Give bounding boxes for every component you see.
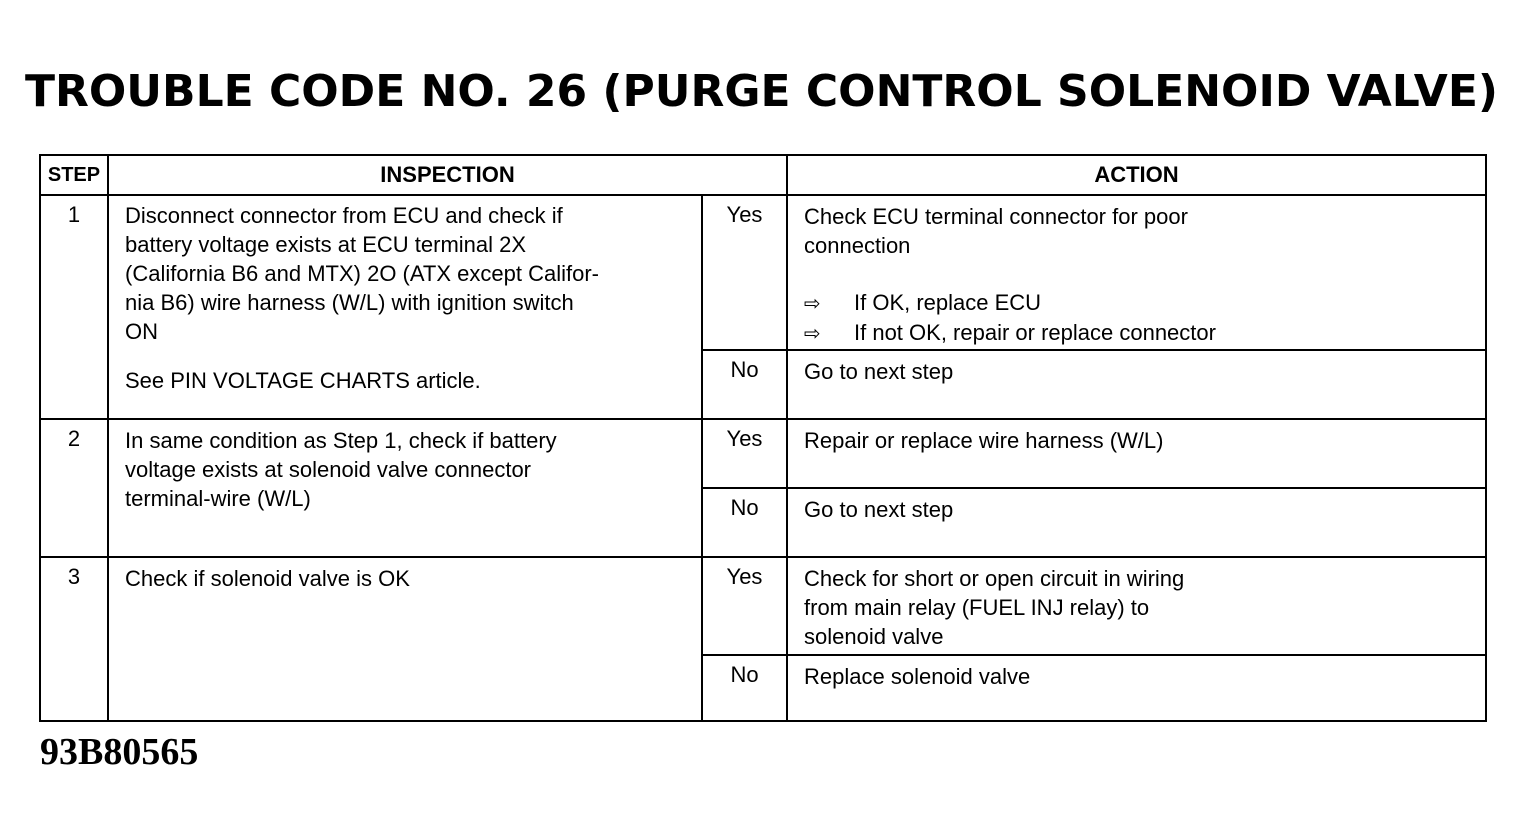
step-number: 1: [67, 202, 81, 227]
no-action-cell: [787, 350, 1486, 419]
action-line: solenoid valve: [804, 624, 944, 649]
yes-label: Yes: [726, 202, 763, 227]
yes-cell: [702, 419, 787, 488]
inspection-line: ON: [125, 319, 158, 344]
no-cell: [702, 350, 787, 419]
header-step: STEP: [40, 155, 108, 195]
action-line: Go to next step: [804, 497, 954, 522]
page-title: TROUBLE CODE NO. 26 (PURGE CONTROL SOLENOID VALVE): [25, 66, 1498, 117]
inspection-line: voltage exists at solenoid valve connector: [125, 457, 532, 482]
yes-action-cell: [787, 195, 1486, 350]
inspection-cell: [108, 419, 702, 557]
action-bullet: [804, 318, 1469, 348]
table-header-row: [40, 155, 1486, 195]
inspection-line: Check if solenoid valve is OK: [125, 566, 410, 591]
inspection-cell: [108, 557, 702, 721]
right-arrow-icon: ⇨: [804, 291, 821, 315]
yes-action-cell: [787, 419, 1486, 488]
table-row-step-3-yes: [40, 557, 1486, 655]
no-cell: [702, 655, 787, 721]
inspection-line: (California B6 and MTX) 2O (ATX except Califor-: [125, 261, 599, 286]
bullet-text: If not OK, repair or replace connector: [854, 320, 1216, 345]
no-action-cell: [787, 655, 1486, 721]
step-number: 2: [67, 426, 81, 451]
action-line: from main relay (FUEL INJ relay) to: [804, 595, 1150, 620]
no-label: No: [730, 495, 759, 520]
no-label: No: [730, 662, 759, 687]
yes-label: Yes: [726, 426, 763, 451]
inspection-cell: [108, 195, 702, 419]
inspection-note: See PIN VOLTAGE CHARTS article.: [125, 368, 481, 393]
table-row-step-1-yes: [40, 195, 1486, 350]
step-cell: [40, 195, 108, 419]
inspection-line: In same condition as Step 1, check if battery: [125, 428, 557, 453]
inspection-line: Disconnect connector from ECU and check if: [125, 203, 563, 228]
yes-label: Yes: [726, 564, 763, 589]
no-cell: [702, 488, 787, 557]
figure-code: 93B80565: [40, 731, 199, 773]
action-line: Check ECU terminal connector for poor: [804, 204, 1188, 229]
bullet-text: If OK, replace ECU: [854, 290, 1042, 315]
right-arrow-icon: ⇨: [804, 321, 821, 345]
no-label: No: [730, 357, 759, 382]
action-line: connection: [804, 233, 911, 258]
yes-action-cell: [787, 557, 1486, 655]
action-line: Repair or replace wire harness (W/L): [804, 428, 1164, 453]
step-number: 3: [67, 564, 81, 589]
action-line: Go to next step: [804, 359, 954, 384]
action-line: Check for short or open circuit in wiring: [804, 566, 1185, 591]
header-inspection: INSPECTION: [108, 155, 787, 195]
action-bullet: [804, 288, 1469, 318]
step-cell: [40, 419, 108, 557]
inspection-line: terminal-wire (W/L): [125, 486, 311, 511]
action-line: Replace solenoid valve: [804, 664, 1031, 689]
yes-cell: [702, 195, 787, 350]
trouble-code-table: [39, 154, 1487, 722]
inspection-line: battery voltage exists at ECU terminal 2X: [125, 232, 527, 257]
step-cell: [40, 557, 108, 721]
no-action-cell: [787, 488, 1486, 557]
table-row-step-2-yes: [40, 419, 1486, 488]
header-action: ACTION: [787, 155, 1486, 195]
inspection-line: nia B6) wire harness (W/L) with ignition switch: [125, 290, 574, 315]
yes-cell: [702, 557, 787, 655]
